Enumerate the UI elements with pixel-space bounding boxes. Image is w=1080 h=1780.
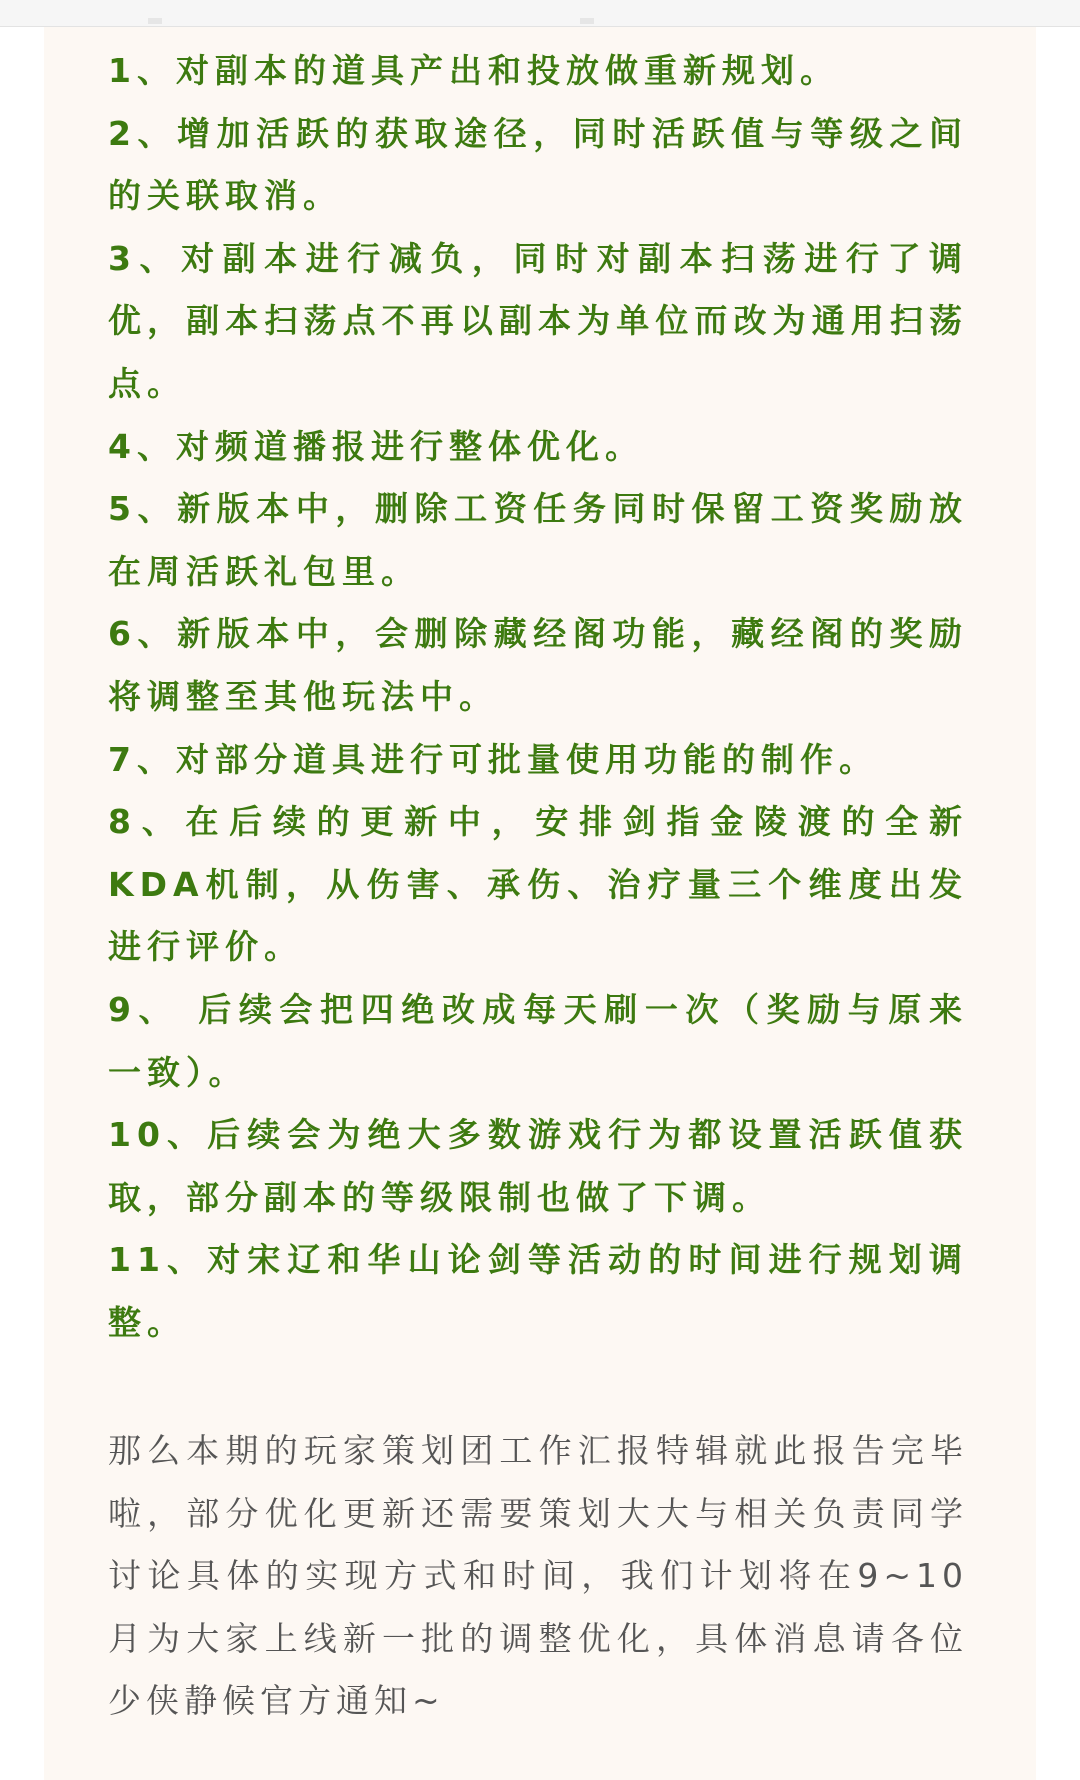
update-item-5: 5、新版本中，删除工资任务同时保留工资奖励放在周活跃礼包里。 xyxy=(108,489,968,591)
top-bar-mark xyxy=(580,18,594,24)
update-item-4: 4、对频道播报进行整体优化。 xyxy=(108,426,644,466)
top-bar xyxy=(0,0,1080,27)
closing-paragraph: 那么本期的玩家策划团工作汇报特辑就此报告完毕啦，部分优化更新还需要策划大大与相关负责同学讨论具体的实现方式和时间，我们计划将在9~10月为大家上线新一批的调整优化，具体消息请各位少侠静候官方通知~ xyxy=(108,1431,968,1721)
update-item-7: 7、对部分道具进行可批量使用功能的制作。 xyxy=(108,739,878,779)
update-item-6: 6、新版本中，会删除藏经阁功能，藏经阁的奖励将调整至其他玩法中。 xyxy=(108,614,968,716)
update-item-2: 2、增加活跃的获取途径，同时活跃值与等级之间的关联取消。 xyxy=(108,113,968,216)
update-item-10: 10、后续会为绝大多数游戏行为都设置活跃值获取，部分副本的等级限制也做了下调。 xyxy=(108,1115,968,1217)
update-item-1: 1、对副本的道具产出和投放做重新规划。 xyxy=(108,51,839,90)
update-item-9: 9、 后续会把四绝改成每天刷一次（奖励与原来一致）。 xyxy=(108,989,968,1092)
update-item-8: 8、在后续的更新中，安排剑指金陵渡的全新KDA机制，从伤害、承伤、治疗量三个维度出发进行评价。 xyxy=(108,802,968,967)
update-item-11: 11、对宋辽和华山论剑等活动的时间进行规划调整。 xyxy=(108,1240,968,1342)
update-item-3: 3、对副本进行减负，同时对副本扫荡进行了调优，副本扫荡点不再以副本为单位而改为通用扫荡点。 xyxy=(108,238,968,403)
update-list xyxy=(108,40,968,1354)
top-bar-mark xyxy=(148,18,162,24)
